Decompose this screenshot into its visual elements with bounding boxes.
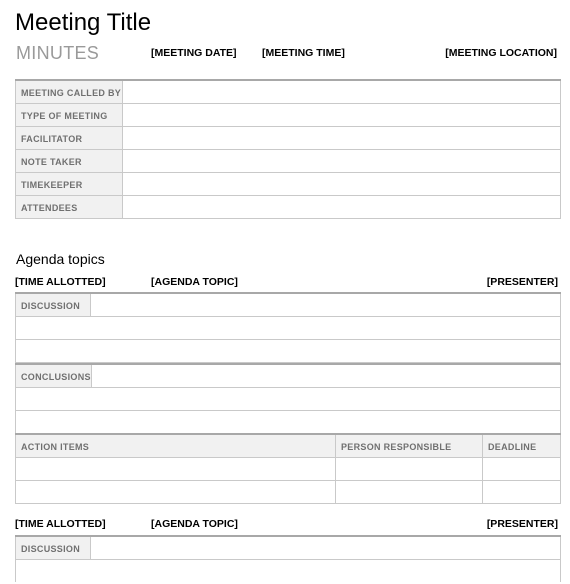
conclusions-row bbox=[16, 364, 561, 387]
meeting-date-field[interactable]: [MEETING DATE] bbox=[151, 47, 237, 59]
details-row bbox=[16, 172, 561, 195]
discussion-label: DISCUSSION bbox=[16, 536, 91, 559]
conclusions-label: CONCLUSIONS bbox=[16, 364, 92, 387]
type-of-meeting-field[interactable] bbox=[123, 103, 561, 126]
deadline-column: DEADLINE bbox=[483, 434, 561, 457]
meeting-called-by-field[interactable] bbox=[123, 80, 561, 103]
agenda-heading: Agenda topics bbox=[16, 251, 105, 267]
conclusions-row bbox=[16, 387, 561, 410]
action-item-row bbox=[16, 457, 561, 480]
facilitator-field[interactable] bbox=[123, 126, 561, 149]
discussion-row bbox=[16, 316, 561, 339]
agenda-topic-field[interactable]: [AGENDA TOPIC] bbox=[151, 518, 238, 530]
person-responsible-column: PERSON RESPONSIBLE bbox=[336, 434, 483, 457]
details-label: TYPE OF MEETING bbox=[16, 103, 123, 126]
person-responsible-cell[interactable] bbox=[336, 480, 483, 503]
discussion-row bbox=[16, 559, 561, 582]
action-item-cell[interactable] bbox=[16, 457, 336, 480]
discussion-table bbox=[15, 535, 561, 582]
discussion-field[interactable] bbox=[16, 559, 561, 582]
action-item-row bbox=[16, 480, 561, 503]
details-row bbox=[16, 80, 561, 103]
page-subtitle: MINUTES bbox=[16, 43, 100, 63]
discussion-field[interactable] bbox=[91, 536, 561, 559]
conclusions-field[interactable] bbox=[91, 364, 560, 387]
conclusions-field[interactable] bbox=[16, 387, 561, 410]
discussion-row bbox=[16, 339, 561, 362]
discussion-field[interactable] bbox=[16, 316, 561, 339]
conclusions-table bbox=[15, 363, 561, 434]
action-items-column: ACTION ITEMS bbox=[16, 434, 336, 457]
meeting-details-table bbox=[15, 79, 561, 219]
attendees-field[interactable] bbox=[123, 195, 561, 218]
deadline-cell[interactable] bbox=[483, 457, 561, 480]
action-item-cell[interactable] bbox=[16, 480, 336, 503]
details-row bbox=[16, 126, 561, 149]
details-label: NOTE TAKER bbox=[16, 149, 123, 172]
details-row bbox=[16, 103, 561, 126]
discussion-row bbox=[16, 536, 561, 559]
agenda-topic-bar bbox=[15, 275, 560, 289]
details-label: FACILITATOR bbox=[16, 126, 123, 149]
person-responsible-cell[interactable] bbox=[336, 457, 483, 480]
details-label: TIMEKEEPER bbox=[16, 172, 123, 195]
action-items-header bbox=[16, 434, 561, 457]
discussion-field[interactable] bbox=[16, 339, 561, 362]
details-label: ATTENDEES bbox=[16, 195, 123, 218]
details-row bbox=[16, 149, 561, 172]
time-allotted-field[interactable]: [TIME ALLOTTED] bbox=[15, 276, 106, 288]
conclusions-field[interactable] bbox=[16, 410, 561, 433]
timekeeper-field[interactable] bbox=[123, 172, 561, 195]
meeting-location-field[interactable]: [MEETING LOCATION] bbox=[445, 47, 557, 59]
action-items-table bbox=[15, 433, 561, 504]
discussion-label: DISCUSSION bbox=[16, 293, 91, 316]
presenter-field[interactable]: [PRESENTER] bbox=[486, 518, 558, 530]
deadline-cell[interactable] bbox=[483, 480, 561, 503]
details-label: MEETING CALLED BY bbox=[16, 80, 123, 103]
presenter-field[interactable]: [PRESENTER] bbox=[486, 276, 558, 288]
discussion-row bbox=[16, 293, 561, 316]
agenda-topic-bar bbox=[15, 517, 560, 531]
conclusions-row bbox=[16, 410, 561, 433]
discussion-table bbox=[15, 292, 561, 363]
details-row bbox=[16, 195, 561, 218]
meeting-time-field[interactable]: [MEETING TIME] bbox=[262, 47, 345, 59]
page-title: Meeting Title bbox=[15, 9, 152, 36]
agenda-topic-field[interactable]: [AGENDA TOPIC] bbox=[151, 276, 238, 288]
discussion-field[interactable] bbox=[91, 293, 561, 316]
time-allotted-field[interactable]: [TIME ALLOTTED] bbox=[15, 518, 106, 530]
note-taker-field[interactable] bbox=[123, 149, 561, 172]
